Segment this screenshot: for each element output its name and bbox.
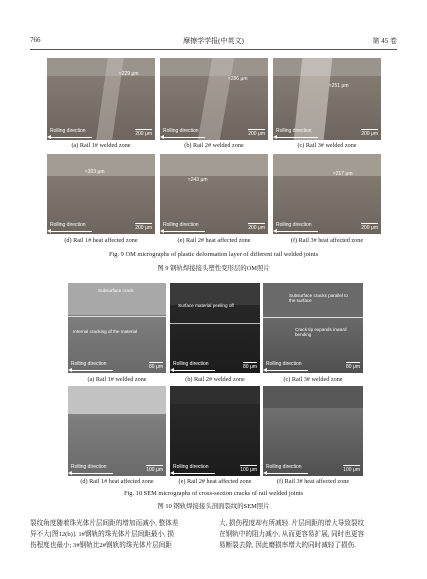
rolling-direction-label: Rolling direction (266, 361, 302, 367)
scale-bar: 80 μm (149, 364, 163, 370)
fig10-note-crack-tip: Crack tip expands inward bending (295, 327, 347, 338)
fig10-note-surface-peeling: Surface material peeling off (178, 303, 234, 308)
rolling-direction-arrow-icon (50, 231, 92, 232)
scale-bar: 80 μm (346, 364, 360, 370)
fig10-caption-b: (b) Rail 2# welded zone (185, 376, 245, 383)
fig9-caption-d: (d) Rail 1# heat affected zone (64, 237, 138, 244)
fig10-caption-zh: 图 10 钢轨焊接接头剖面裂纹的SEM照片 (157, 503, 270, 510)
rolling-direction-arrow-icon (71, 473, 113, 474)
rolling-direction-arrow-icon (276, 231, 318, 232)
fig9-measure-d: ≈203 μm (85, 169, 105, 175)
fig9-caption-a: (a) Rail 1# welded zone (71, 142, 131, 149)
rolling-direction-arrow-icon (266, 370, 308, 371)
rolling-direction-arrow-icon (276, 137, 318, 138)
fig9-measure-c: ≈251 μm (329, 83, 349, 89)
scale-bar: 100 μm (146, 467, 163, 473)
fig10-panel-a (68, 283, 166, 373)
scale-bar: 200 μm (135, 131, 152, 137)
fig9-panel-e (160, 154, 268, 234)
rolling-direction-label: Rolling direction (173, 464, 209, 470)
body-line: 易断裂去除, 因此磨损率增大的同时减轻了损伤. (219, 542, 356, 549)
rolling-direction-label: Rolling direction (276, 222, 312, 228)
fig10-caption-e: (e) Rail 2# heat affected zone (178, 478, 252, 485)
fig9-panel-d (47, 154, 155, 234)
fig10-caption-c: (c) Rail 3# welded zone (283, 376, 343, 383)
body-line: 大, 损伤程度却有所减轻. 片层间距的增大导致裂纹 (219, 520, 365, 527)
body-line: 在钢轨中的阻力减小, 从而更容易扩展, 同时也更容 (219, 531, 365, 538)
header-rule (30, 49, 397, 50)
running-header (30, 36, 397, 48)
fig9-caption-f: (f) Rail 3# heat affected zone (290, 237, 364, 244)
rolling-direction-label: Rolling direction (163, 222, 199, 228)
fig10-panel-f (263, 386, 363, 476)
volume-label: 第 45 卷 (372, 37, 397, 45)
fig9-caption-e: (e) Rail 2# heat affected zone (177, 237, 251, 244)
fig10-note-internal-cracking: Internal cracking of the material (73, 329, 138, 334)
scale-bar: 100 μm (240, 467, 257, 473)
fig9-measure-b: ≈286 μm (228, 76, 248, 82)
fig10-note-subsurface-crack: Subsurface crack (98, 288, 134, 293)
fig9-measure-e: ≈243 μm (188, 177, 208, 183)
fig10-panel-c (263, 283, 363, 373)
fig10-note-parallel-cracks: Subsurface cracks parallel to the surface (289, 293, 348, 304)
body-text-left (30, 518, 210, 551)
rolling-direction-label: Rolling direction (173, 361, 209, 367)
fig10-panel-e (170, 386, 260, 476)
rolling-direction-arrow-icon (173, 473, 215, 474)
rolling-direction-label: Rolling direction (71, 464, 107, 470)
rolling-direction-arrow-icon (50, 137, 92, 138)
fig10-panel-b (170, 283, 260, 373)
fig10-caption-a: (a) Rail 1# welded zone (87, 376, 147, 383)
fig9-caption-c: (c) Rail 3# welded zone (297, 142, 357, 149)
rolling-direction-label: Rolling direction (163, 128, 199, 134)
rolling-direction-arrow-icon (266, 473, 308, 474)
fig9-panel-a (47, 58, 155, 140)
fig10-caption-f: (f) Rail 3# heat affected zone (276, 478, 350, 485)
fig9-panel-b (160, 58, 268, 140)
rolling-direction-arrow-icon (163, 231, 205, 232)
rolling-direction-label: Rolling direction (276, 128, 312, 134)
body-line: 裂纹角度随着珠光体片层间距的增加而减小, 整体差 (30, 520, 179, 527)
scale-bar: 200 μm (248, 131, 265, 137)
rolling-direction-label: Rolling direction (266, 464, 302, 470)
scale-bar: 200 μm (361, 131, 378, 137)
fig9-caption-zh: 图 9 钢轨焊接接头塑性变形层的OM照片 (157, 265, 270, 272)
scale-bar: 200 μm (135, 225, 152, 231)
journal-title: 摩擦学学报(中英文) (183, 37, 244, 45)
fig9-panel-c (273, 58, 381, 140)
fig9-caption-b: (b) Rail 2# welded zone (184, 142, 244, 149)
fig10-caption-en: Fig. 10 SEM micrographs of cross-section cracks of rail welded joints (123, 490, 304, 497)
fig9-measure-f: ≈217 μm (333, 171, 353, 177)
scale-bar: 200 μm (248, 225, 265, 231)
rolling-direction-arrow-icon (71, 370, 113, 371)
scale-bar: 80 μm (243, 364, 257, 370)
body-text-right (219, 518, 399, 551)
rolling-direction-label: Rolling direction (50, 128, 86, 134)
fig10-caption-d: (d) Rail 1# heat affected zone (80, 478, 154, 485)
fig9-measure-a: ≈229 μm (119, 71, 139, 77)
fig9-caption-en: Fig. 9 OM micrographs of plastic deformation layer of different rail welded joints (108, 251, 319, 258)
body-line: 异不大[图12(b)]. 1#钢轨的珠光体片层间距最小, 损 (30, 531, 174, 538)
page-number: 766 (30, 36, 41, 44)
scale-bar: 200 μm (361, 225, 378, 231)
fig9-panel-f (273, 154, 381, 234)
rolling-direction-arrow-icon (163, 137, 205, 138)
body-line: 伤程度也最小; 3#钢轨比2#钢轨的珠光体片层间距 (30, 542, 172, 549)
fig10-panel-d (68, 386, 166, 476)
rolling-direction-label: Rolling direction (71, 361, 107, 367)
rolling-direction-label: Rolling direction (50, 222, 86, 228)
scale-bar: 100 μm (343, 467, 360, 473)
rolling-direction-arrow-icon (173, 370, 215, 371)
